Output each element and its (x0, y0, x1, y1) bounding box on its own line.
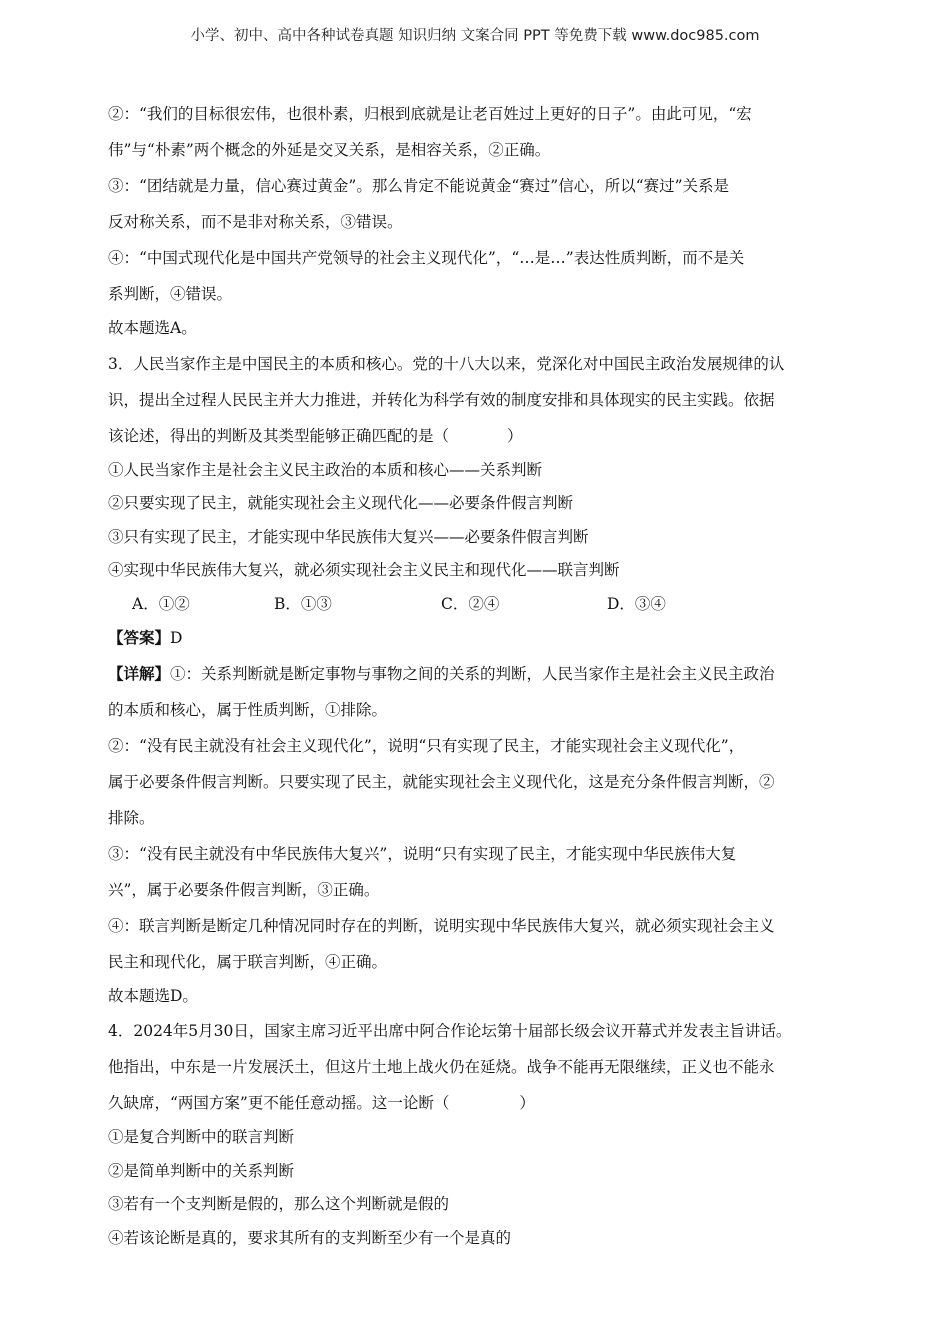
option-d: D．③④ (607, 594, 666, 613)
conclusion-line: 故本题选D。 (108, 986, 198, 1005)
question-stem-line (108, 1085, 843, 1121)
option-b: B．①③ (274, 594, 332, 613)
option-a: A．①② (132, 594, 190, 613)
detail-line: ④：联言判断是断定几种情况同时存在的判断，说明实现中华民族伟大复兴，就必须实现社会主义 (108, 916, 775, 935)
detail-line: 民主和现代化，属于联言判断，④正确。 (108, 952, 388, 971)
stem-text: 久缺席，“两国方案”更不能任意动摇。这一论断（ (108, 1094, 450, 1112)
question-stem-line: 3．人民当家作主是中国民主的本质和核心。党的十八大以来，党深化对中国民主政治发展规律的认 (108, 354, 785, 373)
detail-line: 属于必要条件假言判断。只要实现了民主，就能实现社会主义现代化，这是充分条件假言判断，② (108, 772, 775, 791)
stem-text: 该论述，得出的判断及其类型能够正确匹配的是（ (108, 426, 450, 445)
answer-line (108, 621, 843, 656)
statement-item: ③只有实现了民主，才能实现中华民族伟大复兴——必要条件假言判断 (108, 527, 589, 546)
detail-text: ①：关系判断就是断定事物与事物之间的关系的判断，人民当家作主是社会主义民主政治 (170, 664, 775, 683)
detail-line: ②：“没有民主就没有社会主义现代化”，说明“只有实现了民主，才能实现社会主义现代化”， (108, 736, 745, 755)
statement-item: ②是简单判断中的关系判断 (108, 1161, 295, 1180)
stem-paren: ） (507, 426, 523, 445)
detail-tag: 【详解】 (108, 663, 171, 683)
question-stem-line: 识，提出全过程人民民主并大力推进，并转化为科学有效的制度安排和具体现实的民主实践。依据 (108, 390, 775, 409)
question-4 (108, 1013, 843, 1255)
previous-question-analysis (108, 96, 843, 346)
document-content (108, 96, 843, 1255)
stem-paren: ） (519, 1094, 535, 1112)
detail-line: 排除。 (108, 808, 155, 827)
question-stem-line (108, 418, 843, 454)
statement-item: ①是复合判断中的联言判断 (108, 1128, 295, 1146)
answer-tag: 【答案】 (108, 628, 171, 647)
detail-line: 兴”，属于必要条件假言判断，③正确。 (108, 880, 380, 899)
text-line: 伟”与“朴素”两个概念的外延是交叉关系，是相容关系，②正确。 (108, 141, 551, 159)
conclusion-line: 故本题选A。 (108, 319, 197, 337)
question-3 (108, 346, 843, 1014)
detail-line: ③：“没有民主就没有中华民族伟大复兴”，说明“只有实现了民主，才能实现中华民族伟大复 (108, 844, 737, 863)
statement-item: ④实现中华民族伟大复兴，就必须实现社会主义民主和现代化——联言判断 (108, 561, 620, 579)
answer-value: D (170, 629, 183, 647)
statement-item: ②只要实现了民主，就能实现社会主义现代化——必要条件假言判断 (108, 494, 574, 512)
question-stem-line: 他指出，中东是一片发展沃土，但这片土地上战火仍在延烧。战争不能再无限继续，正义也不能永 (108, 1058, 775, 1076)
detail-line: 的本质和核心，属于性质判断，①排除。 (108, 700, 388, 719)
text-line: ④：“中国式现代化是中国共产党领导的社会主义现代化”，“…是…”表达性质判断，而不是关 (108, 249, 745, 267)
detail-line (108, 656, 843, 692)
answer-options (108, 588, 843, 622)
page-header: 小学、初中、高中各种试卷真题 知识归纳 文案合同 PPT 等免费下载 www.doc985.com (190, 28, 760, 44)
statement-item: ③若有一个支判断是假的，那么这个判断就是假的 (108, 1195, 450, 1213)
question-stem-line: 4．2024年5月30日，国家主席习近平出席中阿合作论坛第十届部长级会议开幕式并发表主旨讲话。 (108, 1022, 792, 1040)
text-line: 反对称关系，而不是非对称关系，③错误。 (108, 213, 403, 231)
text-line: ③：“团结就是力量，信心赛过黄金”。那么肯定不能说黄金“赛过”信心，所以“赛过”关系是 (108, 177, 730, 195)
option-c: C．②④ (441, 594, 500, 613)
statement-item: ④若该论断是真的，要求其所有的支判断至少有一个是真的 (108, 1228, 512, 1247)
text-line: ②：“我们的目标很宏伟，也很朴素，归根到底就是让老百姓过上更好的日子”。由此可见，“宏 (108, 105, 752, 123)
text-line: 系判断，④错误。 (108, 285, 233, 303)
statement-item: ①人民当家作主是社会主义民主政治的本质和核心——关系判断 (108, 460, 543, 479)
